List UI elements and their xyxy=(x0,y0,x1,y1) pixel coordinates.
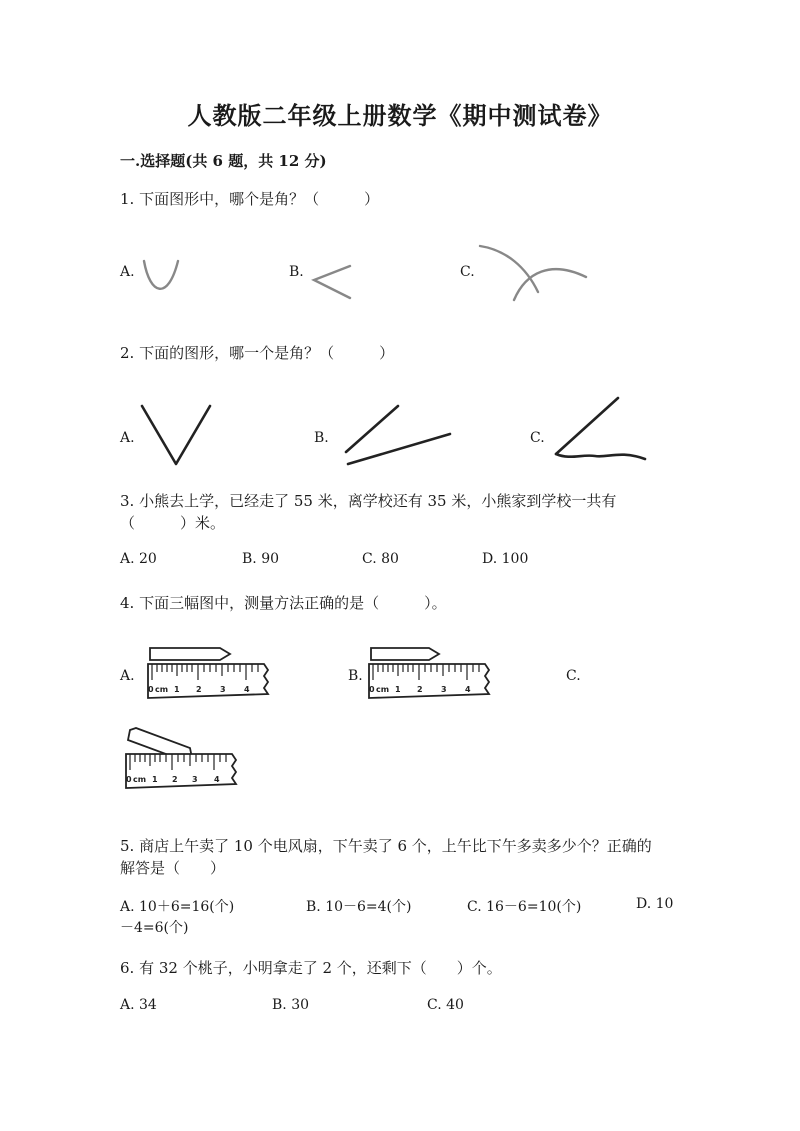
q5-option-d: D. 10 xyxy=(636,896,674,912)
ruler-a-tick-4: 4 xyxy=(244,685,250,694)
ruler-a-tick-1: 1 xyxy=(174,685,180,694)
ruler-b-tick-4: 4 xyxy=(465,685,471,694)
ruler-a-tick-3: 3 xyxy=(220,685,226,694)
page-title: 人教版二年级上册数学《期中测试卷》 xyxy=(187,101,613,130)
q2-option-b-label: B. xyxy=(314,430,329,446)
ruler-c-tick-1: 1 xyxy=(152,775,158,784)
q3-option-b: B. 90 xyxy=(242,551,280,567)
q4-option-c-label: C. xyxy=(566,668,581,684)
ruler-b-tick-2: 2 xyxy=(417,685,423,694)
section-heading: 一.选择题(共 6 题，共 12 分) xyxy=(120,152,327,170)
ruler-c-unit: cm xyxy=(133,775,147,784)
question-1-stem: 1. 下面图形中，哪个是角？（ ） xyxy=(120,190,380,208)
q6-option-a: A. 34 xyxy=(120,997,157,1013)
q4-option-a-ruler-figure xyxy=(146,646,276,702)
q1-option-a-label: A. xyxy=(120,264,135,280)
question-3-stem-line1: 3. 小熊去上学，已经走了 55 米，离学校还有 35 米，小熊家到学校一共有 xyxy=(120,492,617,510)
q1-option-c-figure xyxy=(476,242,591,304)
q1-option-b-label: B. xyxy=(289,264,304,280)
q2-option-c-figure xyxy=(550,396,655,466)
q4-option-a-label: A. xyxy=(120,668,135,684)
q2-option-a-figure xyxy=(138,404,218,468)
question-5-stem-line1: 5. 商店上午卖了 10 个电风扇，下午卖了 6 个，上午比下午多卖多少个？正确的 xyxy=(120,837,652,855)
q5-option-d-continuation: －4=6(个) xyxy=(120,920,189,936)
ruler-c-tick-3: 3 xyxy=(192,775,198,784)
question-5-stem-line2: 解答是（ ） xyxy=(120,859,226,877)
q4-option-b-ruler-figure xyxy=(367,646,497,702)
q1-option-c-label: C. xyxy=(460,264,475,280)
q1-option-a-figure xyxy=(140,255,190,300)
question-6-stem: 6. 有 32 个桃子，小明拿走了 2 个，还剩下（ ）个。 xyxy=(120,959,502,977)
ruler-a-tick-2: 2 xyxy=(196,685,202,694)
ruler-b-tick-0: 0 xyxy=(369,685,375,694)
q6-option-b: B. 30 xyxy=(272,997,310,1013)
ruler-b-tick-1: 1 xyxy=(395,685,401,694)
question-3-stem-line2: （ ）米。 xyxy=(120,514,226,532)
ruler-b-unit: cm xyxy=(376,685,390,694)
q2-option-b-figure xyxy=(340,402,460,470)
q5-option-b: B. 10－6=4(个) xyxy=(306,899,412,915)
q2-option-a-label: A. xyxy=(120,430,135,446)
q5-option-a: A. 10＋6=16(个) xyxy=(120,899,235,915)
q1-option-b-figure xyxy=(308,262,358,302)
ruler-c-tick-2: 2 xyxy=(172,775,178,784)
ruler-c-tick-4: 4 xyxy=(214,775,220,784)
q3-option-a: A. 20 xyxy=(120,551,157,567)
q2-option-c-label: C. xyxy=(530,430,545,446)
ruler-a-tick-0: 0 xyxy=(148,685,154,694)
question-2-stem: 2. 下面的图形，哪一个是角？（ ） xyxy=(120,344,395,362)
q6-option-c: C. 40 xyxy=(427,997,464,1013)
ruler-b-tick-3: 3 xyxy=(441,685,447,694)
q3-option-c: C. 80 xyxy=(362,551,399,567)
question-4-stem: 4. 下面三幅图中，测量方法正确的是（ ）。 xyxy=(120,594,447,612)
q4-option-c-ruler-figure xyxy=(124,726,249,790)
q5-option-c: C. 16－6=10(个) xyxy=(467,899,582,915)
ruler-c-tick-0: 0 xyxy=(126,775,132,784)
ruler-a-unit: cm xyxy=(155,685,169,694)
q3-option-d: D. 100 xyxy=(482,551,529,567)
q4-option-b-label: B. xyxy=(348,668,363,684)
